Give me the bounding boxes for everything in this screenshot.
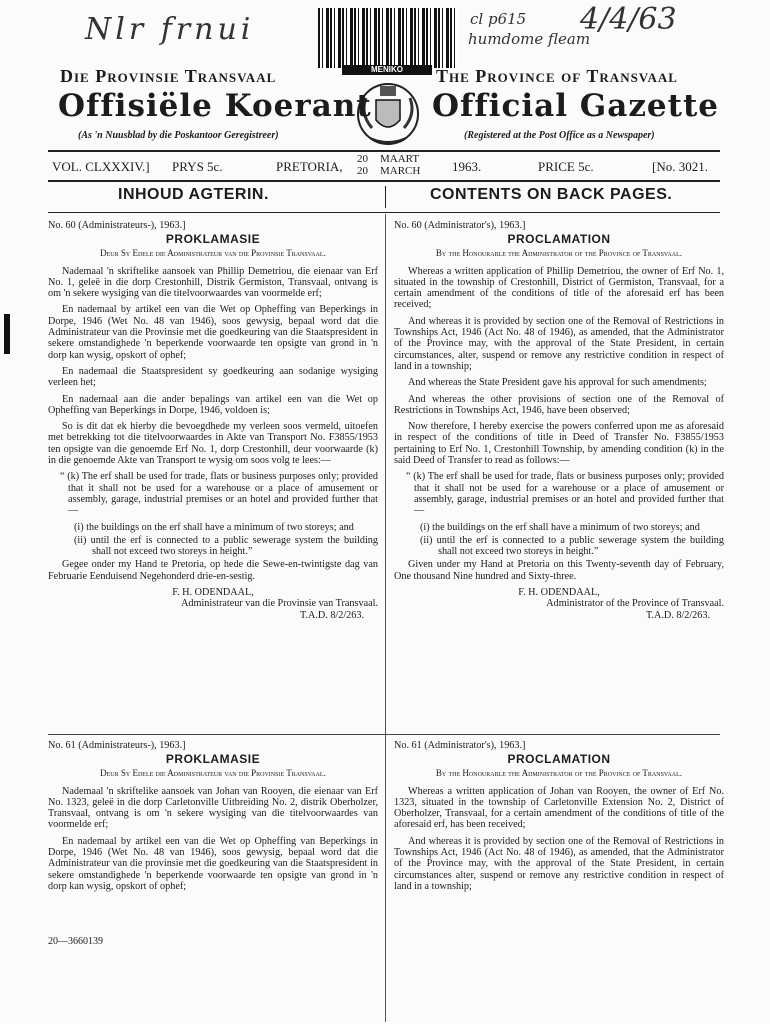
paragraph: And whereas it is provided by section one of the Removal of Restrictions in Townships Act, 1946 (Act No. 48 of 1946), as amended, that the Administrator of the Province may, with the approval of the State President, in certain circumstances, alter, suspend or remove any restrictive condition in respect of land in a township; (394, 315, 724, 372)
paragraph: Whereas a written application of Johan van Rooyen, the owner of Erf No. 1323, situated in the township of Carletonville Extension No. 2, District of Oberholzer, Transvaal, for a certain amendment of the conditions of title of the aforesaid erf, has been received; (394, 785, 724, 831)
contents-heading-en: CONTENTS ON BACK PAGES. (430, 186, 673, 203)
paragraph: Nademaal 'n skriftelike aansoek van Johan van Rooyen, die eienaar van Erf No. 1323, geleë in die dorp Carletonville Uitbreiding No. 2, distrik Oberholzer, Transvaal, ontvang is om 'n sekere wysiging van die titelvoorwaardes van voormelde erf; (48, 785, 378, 831)
proclamation-authority: Deur Sy Edele die Administrateur van die Provinsie Transvaal. (100, 768, 326, 779)
paragraph: So is dit dat ek hierby die bevoegdhede my verleen soos vermeld, uitoefen met betrekking tot die titelvoorwaardes in Akte van Transport No. F3855/1953 ten opsigte van die genoemde Erf No. 1, dorp Crestonhill, deur voorwaarde (k) in die genoemde Akte van Transport te wysig om soos volg te lees:— (48, 421, 378, 467)
print-code: 20—3660139 (48, 936, 103, 947)
paragraph: Nademaal 'n skriftelike aansoek van Phillip Demetriou, die eienaar van Erf No. 1, geleë in die dorp Crestonhill, Distrik Germiston, Transvaal, ontvang is om 'n sekere wysiging van die titelvoorwaardes van voormelde erf; (48, 265, 378, 300)
price-en: PRICE 5c. (538, 159, 594, 174)
masthead-right-registration: (Registered at the Post Office as a Newspaper) (464, 130, 655, 141)
margin-mark (4, 314, 10, 354)
condition-item: (ii) until the erf is connected to a public sewerage system the building shall not exceed two storeys in height.” (420, 534, 724, 558)
signatory-office: Administrateur van die Provinsie van Transvaal. (181, 598, 378, 610)
condition-item: (i) the buildings on the erf shall have a minimum of two storeys; and (74, 521, 354, 533)
masthead-left-title: Offisiële Koerant (58, 88, 372, 124)
column-divider (385, 214, 386, 1022)
masthead-right-title: Official Gazette (432, 88, 720, 124)
volume: VOL. CLXXXIV.] (52, 159, 150, 174)
proclamation-authority: By the Honourable the Administrator of the Province of Transvaal. (435, 248, 683, 259)
handwritten-note: Nlr frnui (85, 12, 255, 47)
reference-code: T.A.D. 8/2/263. (645, 609, 710, 621)
proclamation-number: No. 61 (Administrateurs-), 1963.] (48, 740, 186, 751)
masthead-left-province: Die Provinsie Transvaal (60, 66, 277, 86)
proclamation-authority: By the Honourable the Administrator of the Province of Transvaal. (435, 768, 683, 779)
paragraph: And whereas it is provided by section one of the Removal of Restrictions in Townships Act, 1946 (Act No. 48 of 1946), as amended, that the Administrator of the Province may, with the approval of the State President, in certain circumstances alter, suspend or remove any restrictive condition in respect of land in a township; (394, 835, 724, 892)
paragraph: En nademaal aan die ander bepalings van artikel een van die Wet op Opheffing van Beperkings in Dorpe, 1946, voldoen is; (48, 393, 378, 416)
paragraph: Now therefore, I hereby exercise the powers conferred upon me as aforesaid in respect of the conditions of title in Deed of Transfer No. F3855/1953 pertaining to Erf No. 1, Crestonhill Township, by amending condition (k) in the said Deed of Transfer to read as follows:— (394, 421, 724, 467)
proclamation-number: No. 60 (Administrateurs-), 1963.] (48, 220, 186, 231)
given-clause: Given under my Hand at Pretoria on this Twenty-seventh day of February, One thousand Nine hundred and Sixty-three. (394, 559, 724, 582)
day-en: 20 (357, 165, 368, 177)
price-af: PRYS 5c. (172, 159, 223, 174)
barcode (318, 8, 458, 68)
contents-heading-af: INHOUD AGTERIN. (118, 186, 269, 203)
proclamation-title: PROKLAMASIE (165, 752, 261, 767)
paragraph: En nademaal die Staatspresident sy goedkeuring aan sodanige wysiging verleen het; (48, 365, 378, 389)
reference-code: T.A.D. 8/2/263. (299, 609, 364, 621)
heading-separator (385, 186, 386, 208)
paragraph: Whereas a written application of Phillip Demetriou, the owner of Erf No. 1, situated in the township of Crestonhill, District of Germiston, Transvaal, for a certain amendment of the conditions of title of the aforesaid erf has been received; (394, 265, 724, 311)
paragraph: En nademaal by artikel een van die Wet op Opheffing van Beperkings in Dorpe, 1946 (Wet No. 48 van 1946), soos gewysig, bepaal word dat die Administrateur van die Provinsie met die goedkeuring van die Staatspresident in sekere omstandighede 'n beperkende voorwaarde ten opsigte van grond in 'n dorp kan wysig, opskort of ophef; (48, 304, 378, 361)
proclamation-61-af (48, 740, 378, 897)
proclamation-number: No. 60 (Administrator's), 1963.] (394, 220, 526, 231)
heading-rule (48, 212, 720, 213)
proclamation-authority: Deur Sy Edele die Administrateur van die Provinsie Transvaal. (100, 248, 326, 259)
given-clause: Gegee onder my Hand te Pretoria, op hede die Sewe-en-twintigste dag van Februarie Eenduisend Negehonderd drie-en-sestig. (48, 559, 378, 582)
year: 1963. (452, 159, 482, 174)
section-divider (48, 734, 720, 735)
issue-number: [No. 3021. (652, 159, 708, 174)
proclamation-title: PROCLAMATION (507, 752, 611, 767)
proclamation-61-en (394, 740, 724, 897)
condition-item: (ii) until the erf is connected to a public sewerage system the building shall not exceed two storeys in height.” (74, 534, 378, 558)
quoted-condition: “ (k) The erf shall be used for trade, flats or business purposes only; provided that it shall not be used for a warehouse or a place of amusement or assembly, garage, industrial premises or an hotel and provided further that— (60, 471, 378, 517)
quoted-condition: “ (k) The erf shall be used for trade, flats or business purposes only; provided that it shall not be used for a warehouse or a place of amusement or assembly, garage, industrial premises or an hotel and provided further that— (406, 471, 724, 517)
barcode-label: MENIKO (342, 65, 432, 75)
paragraph: En nademaal by artikel een van die Wet op Opheffing van Beperkings in Dorpe, 1946 (Wet No. 48 van 1946), soos gewysig, bepaal word dat die Administrateur van die provinsie met die goedkeuring van die Staatspresident in sekere omstandighede 'n beperkende voorwaarde ten opsigte van grond in 'n dorp kan wysig, opskort of ophef; (48, 835, 378, 892)
proclamation-60-en (394, 220, 724, 626)
handwritten-note: cl p615 (470, 10, 527, 28)
signatory: F. H. ODENDAAL, (172, 587, 254, 599)
proclamation-title: PROKLAMASIE (165, 232, 261, 247)
masthead-left-registration: (As 'n Nuusblad by die Poskantoor Geregistreer) (78, 130, 279, 141)
proclamation-title: PROCLAMATION (507, 232, 611, 247)
meta-rule (48, 180, 720, 182)
header-rule (48, 150, 720, 152)
condition-item: (i) the buildings on the erf shall have a minimum of two storeys; and (420, 521, 700, 533)
masthead-right-province: The Province of Transvaal (436, 66, 678, 86)
signatory: F. H. ODENDAAL, (518, 587, 600, 599)
handwritten-date: 4/4/63 (580, 2, 677, 37)
signatory-office: Administrator of the Province of Transvaal. (546, 598, 724, 610)
day-af: 20 (357, 153, 368, 165)
paragraph: And whereas the State President gave his approval for such amendments; (408, 377, 707, 389)
proclamation-number: No. 61 (Administrator's), 1963.] (394, 740, 526, 751)
month-af: MAART (380, 153, 420, 165)
place: PRETORIA, (276, 159, 343, 174)
proclamation-60-af (48, 220, 378, 626)
month-en: MARCH (380, 165, 421, 177)
handwritten-note: humdome fleam (468, 30, 591, 48)
paragraph: And whereas the other provisions of section one of the Removal of Restrictions in Townships Act, 1946, have been observed; (394, 393, 724, 416)
